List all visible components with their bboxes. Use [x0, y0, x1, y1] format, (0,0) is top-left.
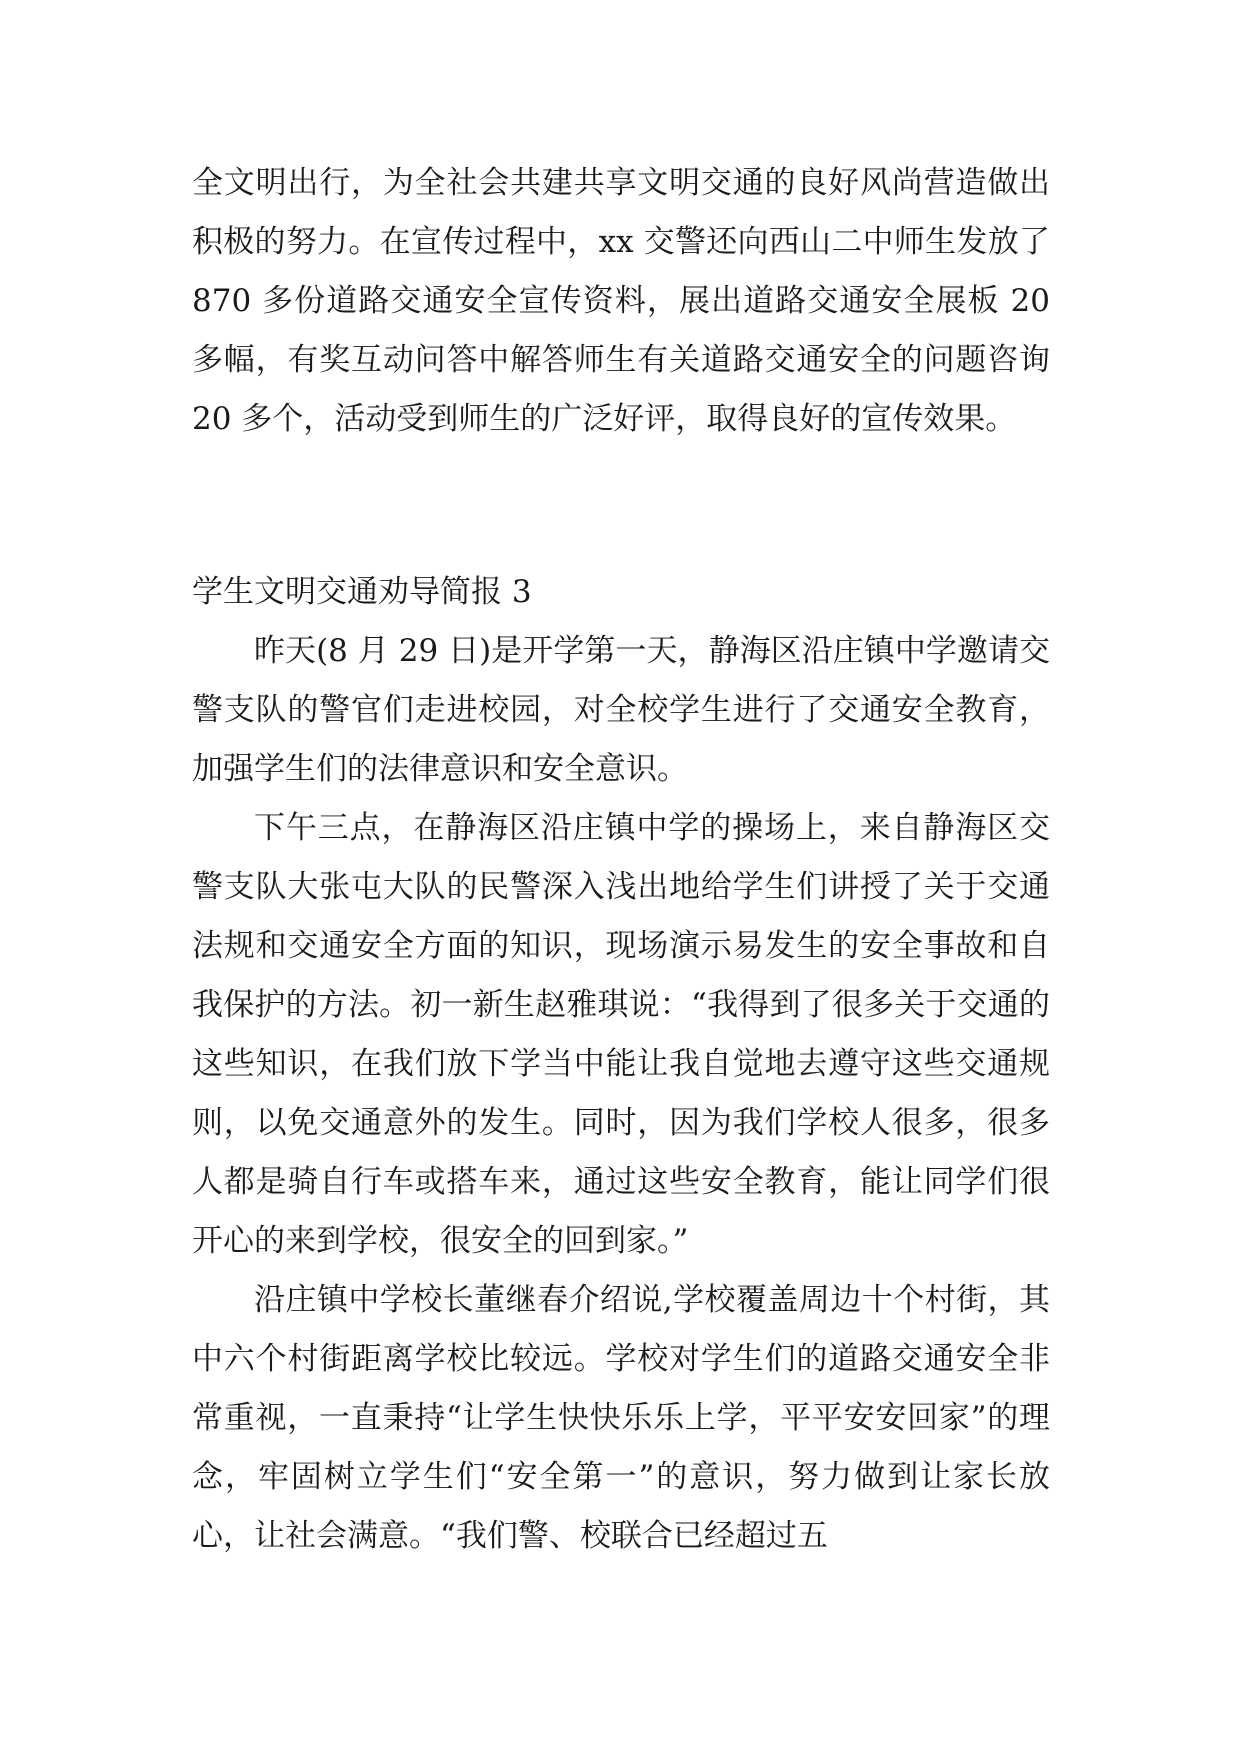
section-body: [192, 622, 1050, 1566]
continuation-block: [192, 154, 1050, 449]
body-paragraph-1: 昨天(8 月 29 日)是开学第一天，静海区沿庄镇中学邀请交警支队的警官们走进校园，对全校学生进行了交通安全教育，加强学生们的法律意识和安全意识。: [192, 633, 1050, 787]
continuation-paragraph: 全文明出行，为全社会共建共享文明交通的良好风尚营造做出积极的努力。在宣传过程中，xx 交警还向西山二中师生发放了 870 多份道路交通安全宣传资料，展出道路交通安全展板 20 多幅，有奖互动问答中解答师生有关道路交通安全的问题咨询 20 多个，活动受到师生的广泛好评，取得良好的宣传效果。: [192, 165, 1050, 437]
body-paragraph-3: 沿庄镇中学校长董继春介绍说,学校覆盖周边十个村街，其中六个村街距离学校比较远。学校对学生们的道路交通安全非常重视，一直秉持“让学生快快乐乐上学，平平安安回家”的理念，牢固树立学生们“安全第一”的意识，努力做到让家长放心，让社会满意。“我们警、校联合已经超过五: [192, 1282, 1050, 1554]
section-heading: 学生文明交通劝导简报 3: [192, 574, 532, 610]
body-paragraph-2: 下午三点，在静海区沿庄镇中学的操场上，来自静海区交警支队大张屯大队的民警深入浅出地给学生们讲授了关于交通法规和交通安全方面的知识，现场演示易发生的安全事故和自我保护的方法。初一新生赵雅琪说：“我得到了很多关于交通的这些知识，在我们放下学当中能让我自觉地去遵守这些交通规则，以免交通意外的发生。同时，因为我们学校人很多，很多人都是骑自行车或搭车来，通过这些安全教育，能让同学们很开心的来到学校，很安全的回到家。”: [192, 810, 1050, 1259]
